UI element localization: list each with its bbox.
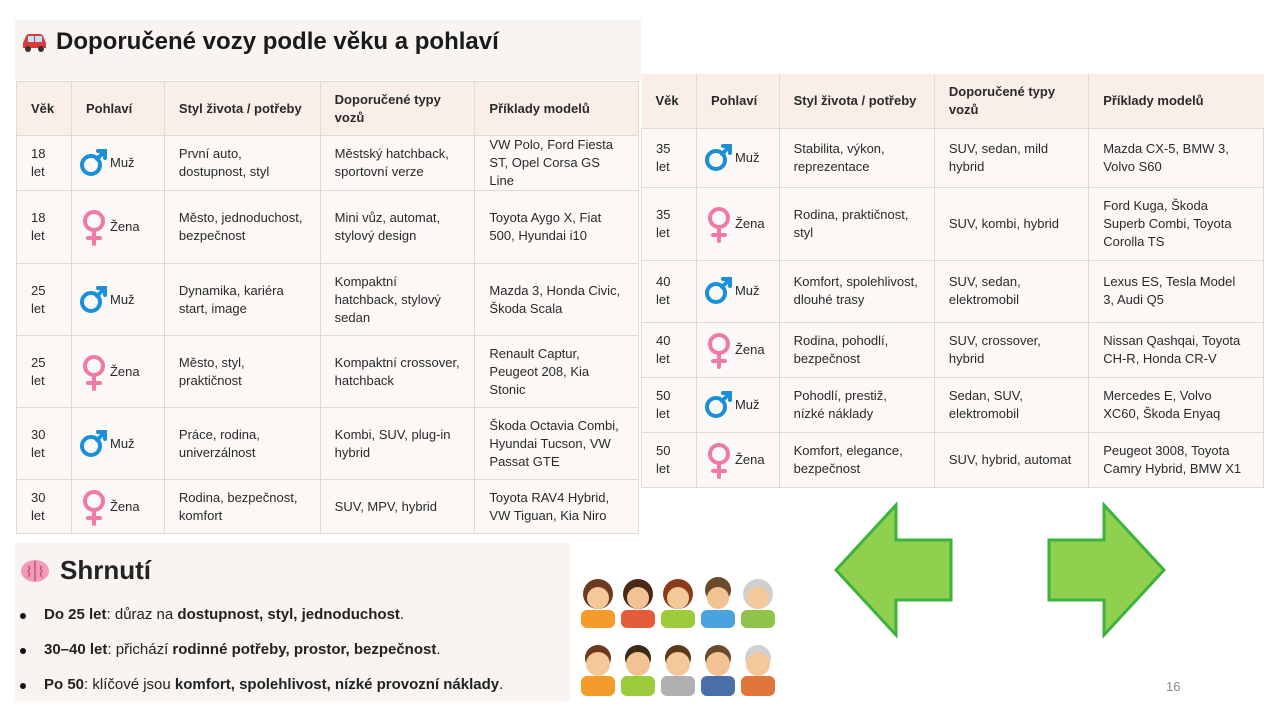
- gender-label: Muž: [109, 291, 135, 307]
- male-icon: [80, 143, 108, 183]
- cell-gender: [696, 187, 779, 260]
- cars-table-right: [641, 74, 1264, 488]
- summary-item-text: : přichází: [107, 641, 173, 658]
- female-icon: [705, 204, 733, 244]
- cell-lifestyle: První auto, dostupnost, styl: [164, 136, 320, 191]
- male-icon: [705, 271, 733, 311]
- male-faces: [581, 645, 775, 696]
- female-icon: [80, 207, 108, 247]
- header-lifestyle: Styl života / potřeby: [779, 74, 934, 128]
- cell-types: Kompaktní hatchback, stylový sedan: [320, 264, 475, 336]
- cars-table-left: [16, 81, 639, 534]
- cell-age: 30 let: [17, 480, 72, 534]
- cell-gender: [71, 191, 164, 264]
- cell-age: 35 let: [642, 128, 697, 187]
- cell-gender: [696, 432, 779, 487]
- cell-types: SUV, sedan, mild hybrid: [934, 128, 1088, 187]
- table-row: [642, 187, 1264, 260]
- cell-lifestyle: Rodina, bezpečnost, komfort: [164, 480, 320, 534]
- table-row: [17, 480, 639, 534]
- summary-item: [20, 675, 503, 710]
- summary-item-emphasis: dostupnost, styl, jednoduchost: [177, 606, 400, 623]
- table-row: [642, 260, 1264, 322]
- male-icon: [80, 280, 108, 320]
- arrow-right-icon[interactable]: [1046, 502, 1166, 638]
- summary-item: [20, 640, 503, 675]
- cell-age: 30 let: [17, 408, 72, 480]
- female-faces: [581, 577, 775, 628]
- cell-models: Renault Captur, Peugeot 208, Kia Stonic: [475, 336, 639, 408]
- cell-lifestyle: Dynamika, kariéra start, image: [164, 264, 320, 336]
- cell-gender: [71, 136, 164, 191]
- cell-models: Škoda Octavia Combi, Hyundai Tucson, VW Passat GTE: [475, 408, 639, 480]
- gender-label: Žena: [109, 498, 140, 514]
- table-row: [17, 191, 639, 264]
- cell-gender: [71, 480, 164, 534]
- male-icon: [705, 138, 733, 178]
- cell-age: 50 let: [642, 377, 697, 432]
- male-icon: [705, 385, 733, 425]
- cell-types: SUV, MPV, hybrid: [320, 480, 475, 534]
- cell-lifestyle: Komfort, spolehlivost, dlouhé trasy: [779, 260, 934, 322]
- table-row: [17, 264, 639, 336]
- cell-models: Lexus ES, Tesla Model 3, Audi Q5: [1089, 260, 1264, 322]
- table-row: [642, 377, 1264, 432]
- female-icon: [705, 330, 733, 370]
- header-age: Věk: [17, 82, 72, 136]
- cell-age: 35 let: [642, 187, 697, 260]
- cell-types: Sedan, SUV, elektromobil: [934, 377, 1088, 432]
- gender-label: Muž: [109, 155, 135, 170]
- header-age: Věk: [642, 74, 697, 128]
- female-icon: [80, 352, 108, 392]
- summary-item-lead: 30–40 let: [44, 641, 108, 658]
- summary-item-emphasis: komfort, spolehlivost, nízké provozní náklady: [174, 676, 500, 693]
- cell-types: SUV, kombi, hybrid: [934, 187, 1088, 260]
- cell-gender: [696, 128, 779, 187]
- cell-models: Toyota Aygo X, Fiat 500, Hyundai i10: [475, 191, 639, 264]
- header-lifestyle: Styl života / potřeby: [164, 82, 320, 136]
- summary-item-end: .: [399, 606, 405, 623]
- cell-lifestyle: Rodina, pohodlí, bezpečnost: [779, 322, 934, 377]
- summary-list: [20, 605, 503, 710]
- cell-models: Peugeot 3008, Toyota Camry Hybrid, BMW X1: [1089, 432, 1264, 487]
- table-row: [642, 322, 1264, 377]
- cell-models: Mazda 3, Honda Civic, Škoda Scala: [475, 264, 639, 336]
- summary-item-lead: Po 50: [44, 676, 85, 693]
- title-text: Doporučené vozy podle věku a pohlaví: [56, 28, 499, 55]
- summary-item-text: : důraz na: [106, 606, 178, 623]
- female-icon: [705, 440, 733, 480]
- cell-models: Mercedes E, Volvo XC60, Škoda Enyaq: [1089, 377, 1264, 432]
- cell-gender: [696, 377, 779, 432]
- gender-label: Muž: [734, 396, 760, 412]
- header-gender: Pohlaví: [696, 74, 779, 128]
- cell-lifestyle: Práce, rodina, univerzálnost: [164, 408, 320, 480]
- cell-lifestyle: Komfort, elegance, bezpečnost: [779, 432, 934, 487]
- cell-age: 18 let: [17, 191, 72, 264]
- table-row: [642, 432, 1264, 487]
- cell-types: Kompaktní crossover, hatchback: [320, 336, 475, 408]
- cell-age: 25 let: [17, 264, 72, 336]
- cell-types: Městský hatchback, sportovní verze: [320, 136, 475, 191]
- cell-age: 25 let: [17, 336, 72, 408]
- cell-age: 18 let: [17, 136, 72, 191]
- summary-item-text: : klíčové jsou: [84, 676, 175, 693]
- cell-gender: [71, 336, 164, 408]
- summary-item-end: .: [499, 676, 504, 693]
- cell-models: VW Polo, Ford Fiesta ST, Opel Corsa GS Line: [475, 136, 639, 191]
- brain-icon: [20, 558, 50, 584]
- header-models: Příklady modelů: [475, 82, 639, 136]
- summary-item-emphasis: rodinné potřeby, prostor, bezpečnost: [172, 641, 437, 658]
- page-number: 16: [1166, 679, 1181, 694]
- cell-models: Ford Kuga, Škoda Superb Combi, Toyota Corolla TS: [1089, 187, 1264, 260]
- summary-title: [20, 555, 151, 586]
- gender-label: Žena: [734, 341, 765, 357]
- cell-lifestyle: Rodina, praktičnost, styl: [779, 187, 934, 260]
- cell-gender: [71, 264, 164, 336]
- cell-types: SUV, crossover, hybrid: [934, 322, 1088, 377]
- cell-gender: [696, 322, 779, 377]
- header-gender: Pohlaví: [71, 82, 164, 136]
- header-types: Doporučené typy vozů: [934, 74, 1088, 128]
- gender-label: Muž: [734, 283, 760, 298]
- header-models: Příklady modelů: [1089, 74, 1264, 128]
- summary-item-lead: Do 25 let: [44, 606, 107, 623]
- cell-models: Nissan Qashqai, Toyota CH-R, Honda CR-V: [1089, 322, 1264, 377]
- table-row: [642, 128, 1264, 187]
- table-row: [17, 136, 639, 191]
- female-icon: [80, 487, 108, 527]
- gender-label: Muž: [734, 149, 760, 165]
- gender-label: Muž: [109, 435, 135, 451]
- cell-gender: [71, 408, 164, 480]
- header-types: Doporučené typy vozů: [320, 82, 475, 136]
- male-icon: [80, 424, 108, 464]
- summary-item-end: .: [436, 641, 441, 658]
- cell-types: Mini vůz, automat, stylový design: [320, 191, 475, 264]
- cell-age: 40 let: [642, 322, 697, 377]
- page-title: [20, 28, 499, 56]
- table-row: [17, 408, 639, 480]
- gender-label: Žena: [109, 219, 140, 234]
- gender-label: Žena: [109, 363, 140, 379]
- cell-lifestyle: Pohodlí, prestiž, nízké náklady: [779, 377, 934, 432]
- cell-models: Mazda CX-5, BMW 3, Volvo S60: [1089, 128, 1264, 187]
- cell-types: Kombi, SUV, plug-in hybrid: [320, 408, 475, 480]
- cell-lifestyle: Stabilita, výkon, reprezentace: [779, 128, 934, 187]
- table-row: [17, 336, 639, 408]
- summary-item: [20, 605, 503, 640]
- cell-age: 50 let: [642, 432, 697, 487]
- arrow-left-icon[interactable]: [834, 502, 954, 638]
- cell-gender: [696, 260, 779, 322]
- gender-label: Žena: [734, 215, 765, 231]
- gender-label: Žena: [734, 451, 765, 467]
- cell-models: Toyota RAV4 Hybrid, VW Tiguan, Kia Niro: [475, 480, 639, 534]
- cell-lifestyle: Město, styl, praktičnost: [164, 336, 320, 408]
- summary-title-text: Shrnutí: [60, 555, 151, 585]
- cell-lifestyle: Město, jednoduchost, bezpečnost: [164, 191, 320, 264]
- cell-types: SUV, hybrid, automat: [934, 432, 1088, 487]
- car-icon: [20, 31, 48, 53]
- cell-types: SUV, sedan, elektromobil: [934, 260, 1088, 322]
- cell-age: 40 let: [642, 260, 697, 322]
- people-illustration: [577, 570, 782, 696]
